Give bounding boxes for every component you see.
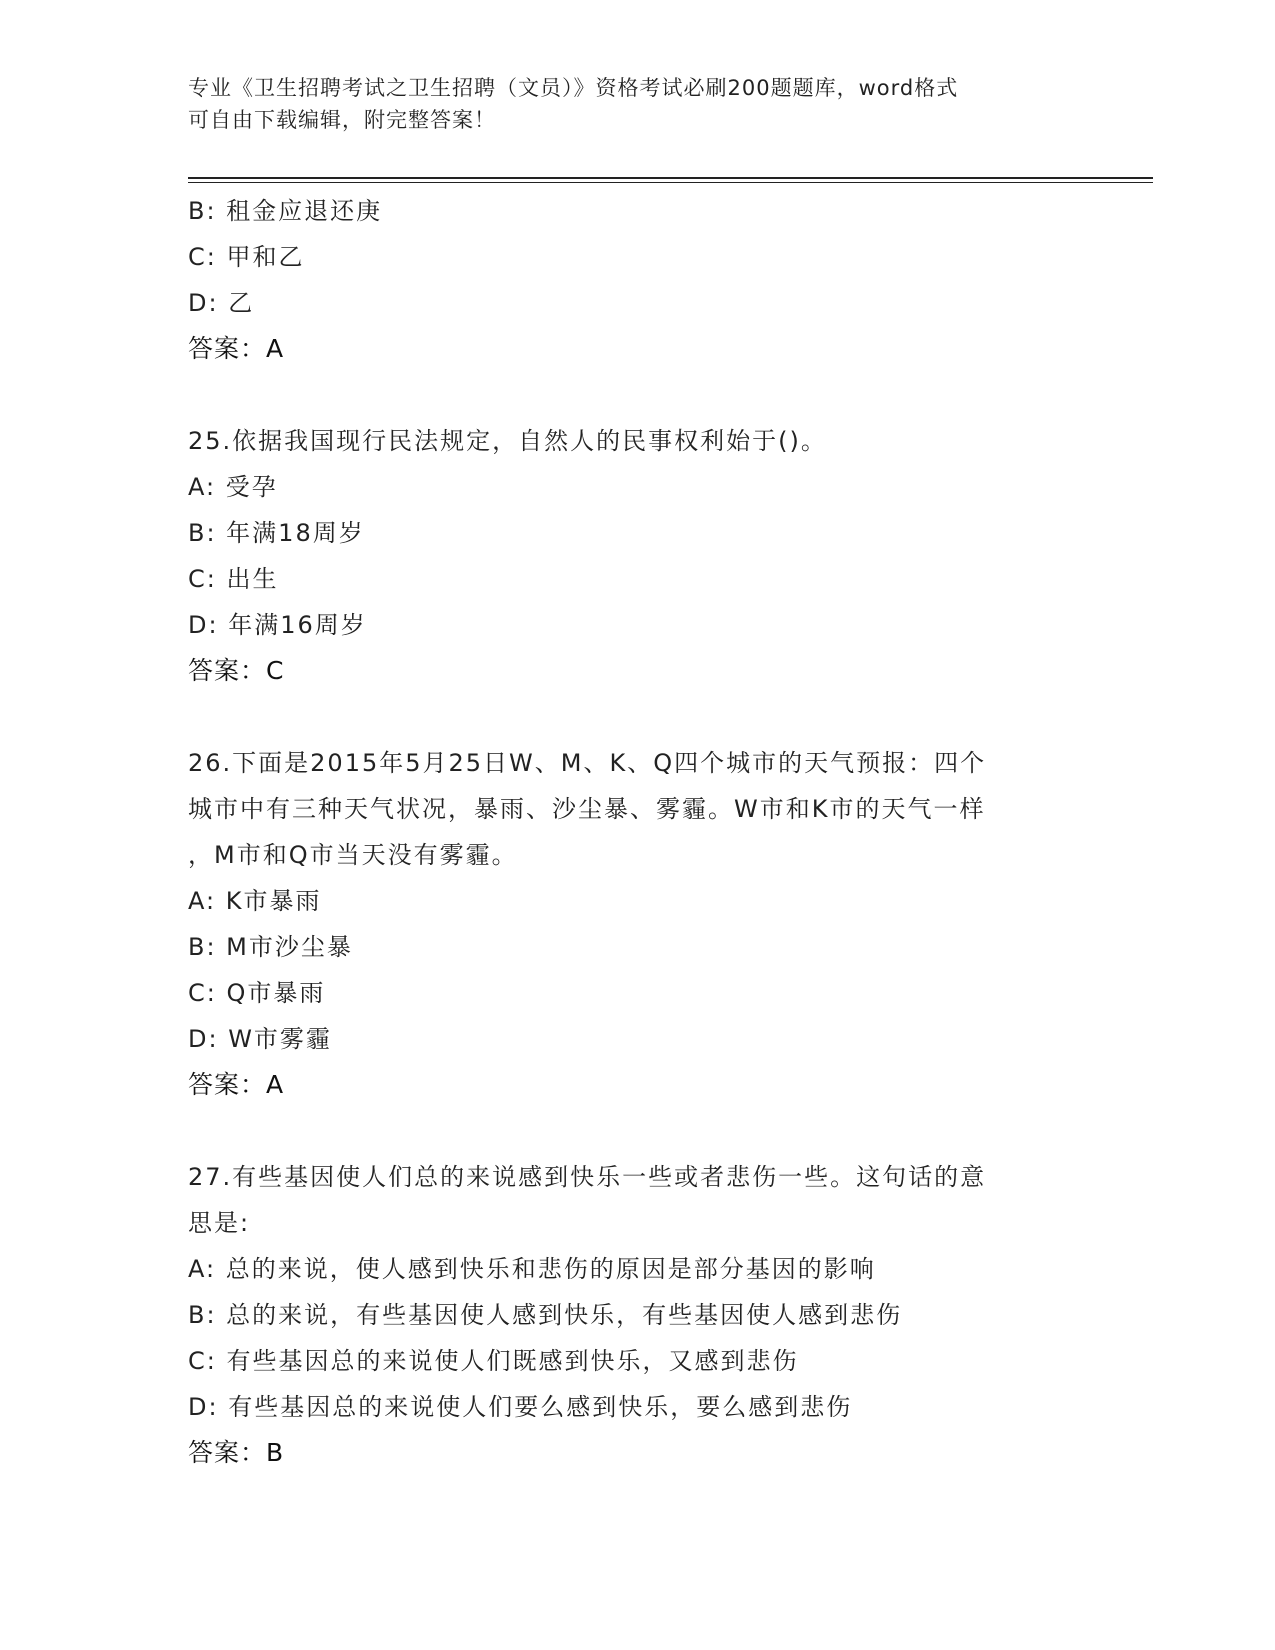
option-d: D: 年满16周岁	[188, 611, 367, 639]
option-b: B: 总的来说，有些基因使人感到快乐，有些基因使人感到悲伤	[188, 1301, 903, 1329]
question-text: 城市中有三种天气状况，暴雨、沙尘暴、雾霾。W市和K市的天气一样	[188, 795, 986, 823]
option-d: D: 乙	[188, 289, 255, 317]
option-a: A: 受孕	[188, 473, 278, 501]
question-carryover	[188, 188, 1088, 372]
question-26	[188, 740, 1088, 1108]
option-b: B: 年满18周岁	[188, 519, 365, 547]
header-divider-thin	[188, 182, 1153, 183]
answer-line: 答案：B	[188, 1438, 285, 1467]
answer-line: 答案：A	[188, 1070, 285, 1099]
question-text: 26.下面是2015年5月25日W、M、K、Q四个城市的天气预报：四个	[188, 749, 987, 777]
document-header	[188, 72, 1068, 136]
option-b: B: M市沙尘暴	[188, 933, 353, 961]
option-b: B: 租金应退还庚	[188, 197, 383, 225]
option-a: A: 总的来说，使人感到快乐和悲伤的原因是部分基因的影响	[188, 1255, 876, 1283]
question-text: 思是:	[188, 1209, 251, 1237]
header-line-1: 专业《卫生招聘考试之卫生招聘（文员）》资格考试必刷200题题库，word格式	[188, 76, 959, 100]
option-d: D: W市雾霾	[188, 1025, 332, 1053]
option-c: C: 出生	[188, 565, 279, 593]
question-text: 25.依据我国现行民法规定，自然人的民事权利始于()。	[188, 427, 827, 455]
option-d: D: 有些基因总的来说使人们要么感到快乐，要么感到悲伤	[188, 1393, 853, 1421]
header-divider-thick	[188, 177, 1153, 179]
header-line-2: 可自由下载编辑，附完整答案！	[188, 108, 496, 132]
question-27	[188, 1154, 1088, 1476]
option-a: A: K市暴雨	[188, 887, 322, 915]
option-c: C: 有些基因总的来说使人们既感到快乐，又感到悲伤	[188, 1347, 799, 1375]
answer-line: 答案：A	[188, 334, 285, 363]
question-25	[188, 418, 1088, 694]
answer-line: 答案：C	[188, 656, 285, 685]
option-c: C: 甲和乙	[188, 243, 305, 271]
option-c: C: Q市暴雨	[188, 979, 326, 1007]
question-text: 27.有些基因使人们总的来说感到快乐一些或者悲伤一些。这句话的意	[188, 1163, 987, 1191]
question-text: ，M市和Q市当天没有雾霾。	[188, 841, 518, 869]
question-list	[188, 188, 1088, 1476]
